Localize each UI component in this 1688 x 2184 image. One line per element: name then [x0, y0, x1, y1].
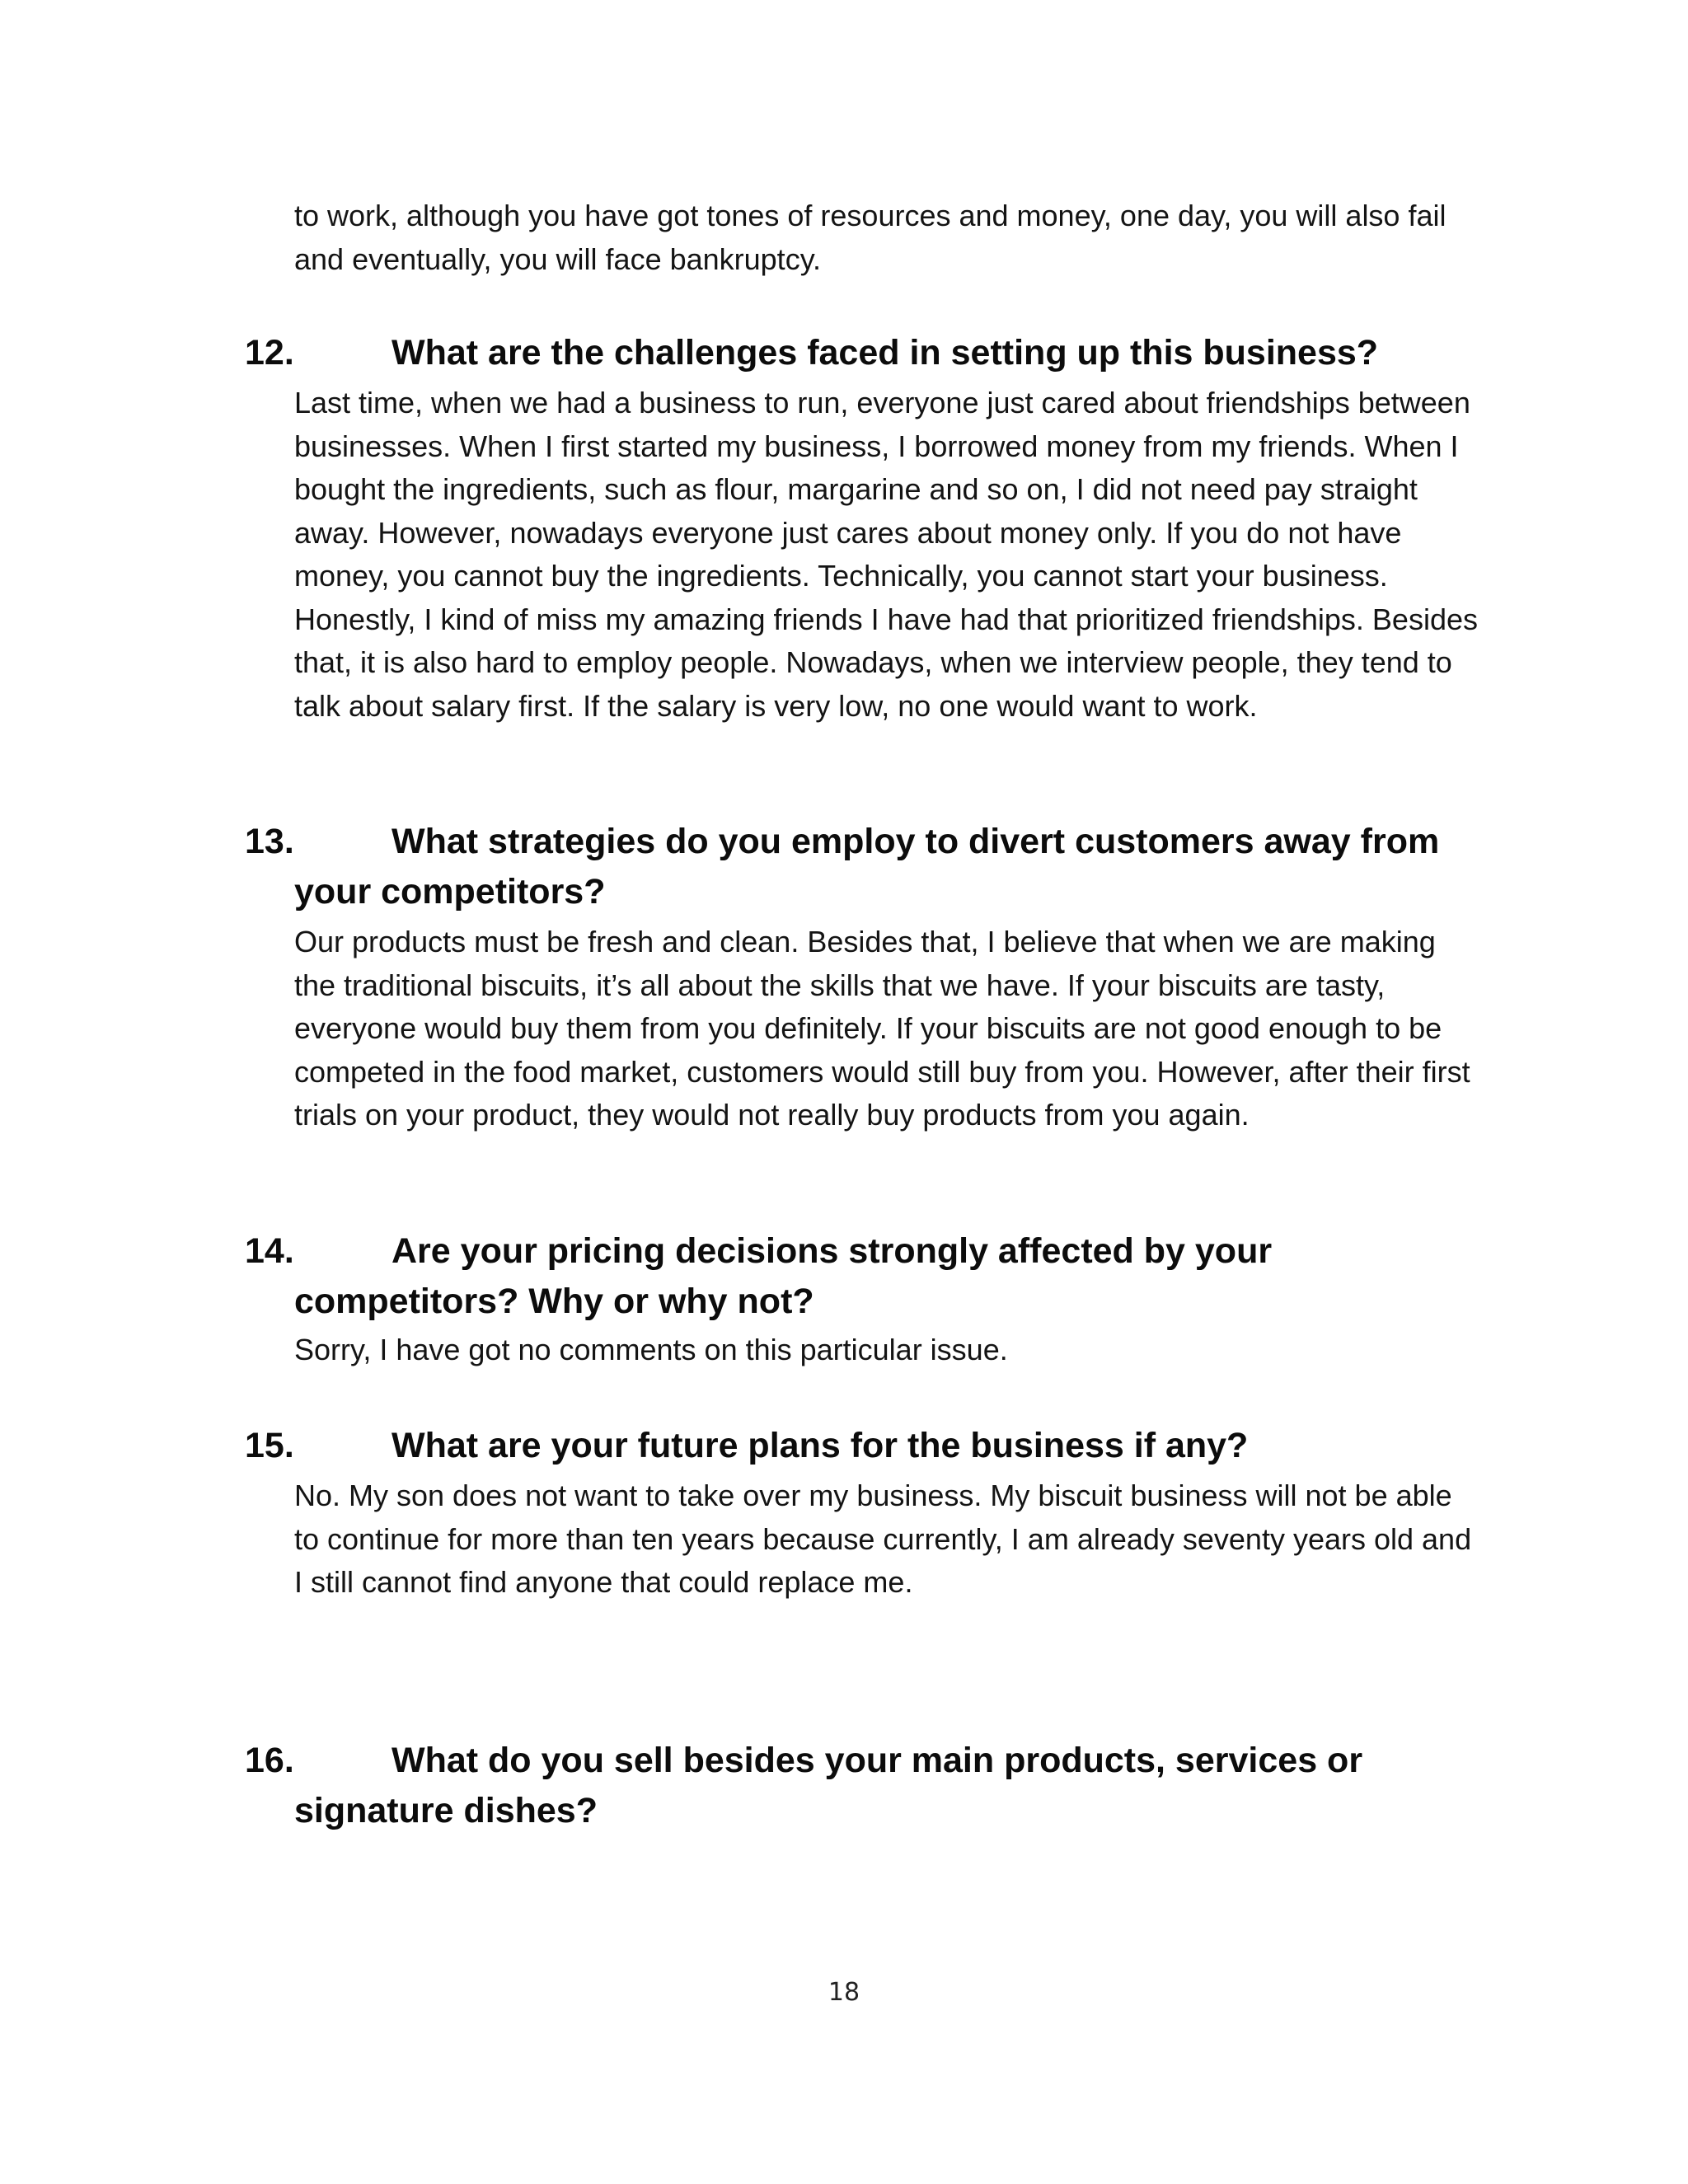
question-number: 15.	[245, 1426, 294, 1465]
question-16	[245, 1736, 1481, 1836]
question-number: 12.	[245, 333, 294, 373]
question-number: 14.	[245, 1231, 294, 1271]
question-12	[245, 328, 1481, 378]
question-text: What strategies do you employ to divert customers away from your competitors?	[294, 822, 1440, 912]
question-text: What are the challenges faced in setting up this business?	[392, 333, 1379, 373]
question-15	[245, 1421, 1481, 1471]
answer-15: No. My son does not want to take over my business. My biscuit business will not be able to continue for more than ten years because currently, I am already seventy years old and I still cannot find anyone that could replace me.	[294, 1479, 1472, 1599]
question-14	[245, 1226, 1481, 1327]
question-number: 13.	[245, 822, 294, 861]
question-13	[245, 817, 1481, 917]
question-text: What do you sell besides your main products, services or signature dishes?	[294, 1741, 1363, 1830]
continuation-paragraph: to work, although you have got tones of resources and money, one day, you will also fail and eventually, you will face bankruptcy.	[294, 199, 1447, 276]
answer-13: Our products must be fresh and clean. Besides that, I believe that when we are making the traditional biscuits, it’s all about the skills that we have. If your biscuits are tasty, everyone would buy them from you definitely. If your biscuits are not good enough to be competed in the food market, customers would still buy from you. However, after their first trials on your product, they would not really buy products from you again.	[294, 925, 1470, 1132]
question-text: What are your future plans for the business if any?	[392, 1426, 1249, 1465]
question-text: Are your pricing decisions strongly affected by your competitors? Why or why not?	[294, 1231, 1273, 1321]
question-number: 16.	[245, 1741, 294, 1780]
page-number: 18	[828, 1978, 860, 2007]
answer-12: Last time, when we had a business to run, everyone just cared about friendships between businesses. When I first started my business, I borrowed money from my friends. When I bought the ingredients, such as flour, margarine and so on, I did not need pay straight away. However, nowadays everyone just cares about money only. If you do not have money, you cannot buy the ingredients. Technically, you cannot start your business. Honestly, I kind of miss my amazing friends I have had that prioritized friendships. Besides that, it is also hard to employ people. Nowadays, when we interview people, they tend to talk about salary first. If the salary is very low, no one would want to work.	[294, 386, 1478, 723]
answer-14: Sorry, I have got no comments on this particular issue.	[294, 1333, 1008, 1366]
